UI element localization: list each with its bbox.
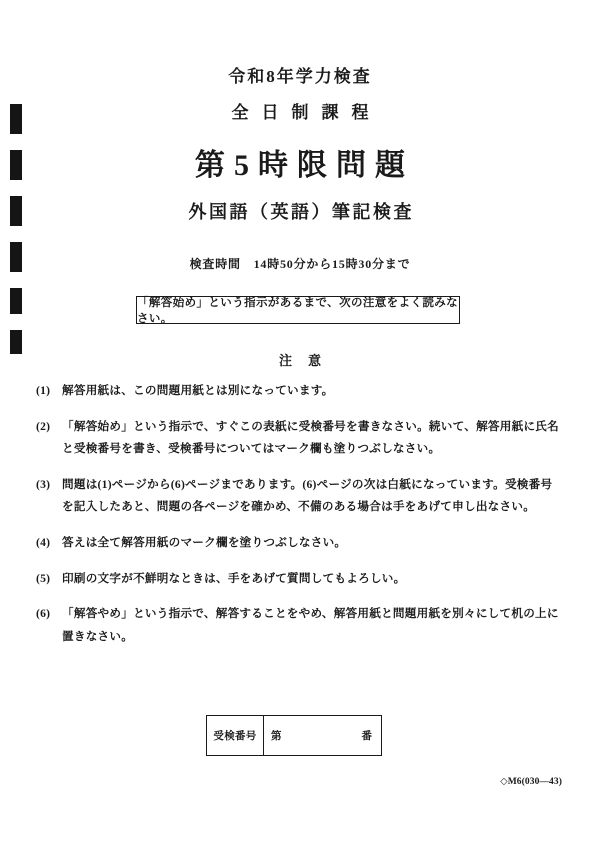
examinee-number-prefix: 第 — [271, 731, 282, 742]
note-number: (2) — [36, 419, 51, 433]
exam-time-line: 検査時間 14時50分から15時30分まで — [189, 257, 411, 271]
note-item — [36, 568, 564, 591]
note-number: (3) — [36, 477, 51, 491]
exam-year-line: 令和8年学力検査 — [228, 67, 372, 86]
registration-mark — [10, 288, 22, 314]
note-text: 答えは全て解答用紙のマーク欄を塗りつぶしなさい。 — [62, 535, 347, 549]
page-title: 第5時限問題 — [195, 149, 414, 182]
note-number: (1) — [36, 384, 51, 397]
note-item — [36, 380, 564, 403]
note-number: (5) — [36, 571, 51, 585]
course-type-line: 全日制課程 — [231, 103, 382, 122]
examinee-number-suffix: 番 — [361, 731, 372, 742]
subject-line: 外国語（英語）筆記検査 — [188, 202, 414, 222]
note-text: 「解答始め」という指示で、すぐこの表紙に受検番号を書きなさい。続いて、解答用紙に氏名と受検番号を書き、受検番号についてはマーク欄も塗りつぶしなさい。 — [62, 419, 559, 456]
note-item — [36, 416, 564, 461]
document-code: ◇M6(030—43) — [500, 777, 562, 787]
note-text: 印刷の文字が不鮮明なときは、手をあげて質問してもよろしい。 — [62, 571, 406, 585]
note-number: (4) — [36, 535, 51, 549]
notice-box-text: 「解答始め」という指示があるまで、次の注意をよく読みなさい。 — [137, 297, 459, 325]
notice-box — [136, 296, 460, 324]
examinee-number-box — [206, 715, 382, 756]
attention-heading: 注意 — [278, 353, 337, 368]
note-item — [36, 474, 564, 519]
note-item — [36, 532, 564, 555]
examinee-number-label: 受検番号 — [207, 716, 264, 755]
note-text: 問題は(1)ページから(6)ページまであります。(6)ページの次は白紙になっています。受検番号を記入したあと、問題の各ページを確かめ、不備のある場合は手をあげて申し出なさい。 — [62, 477, 553, 514]
examinee-number-field[interactable] — [264, 716, 381, 755]
notes-list — [36, 380, 564, 661]
note-text: 解答用紙は、この問題用紙とは別になっています。 — [62, 384, 334, 397]
note-number: (6) — [36, 607, 51, 621]
note-item — [36, 603, 564, 648]
note-text: 「解答やめ」という指示で、解答することをやめ、解答用紙と問題用紙を別々にして机の上に置きなさい。 — [62, 607, 559, 643]
